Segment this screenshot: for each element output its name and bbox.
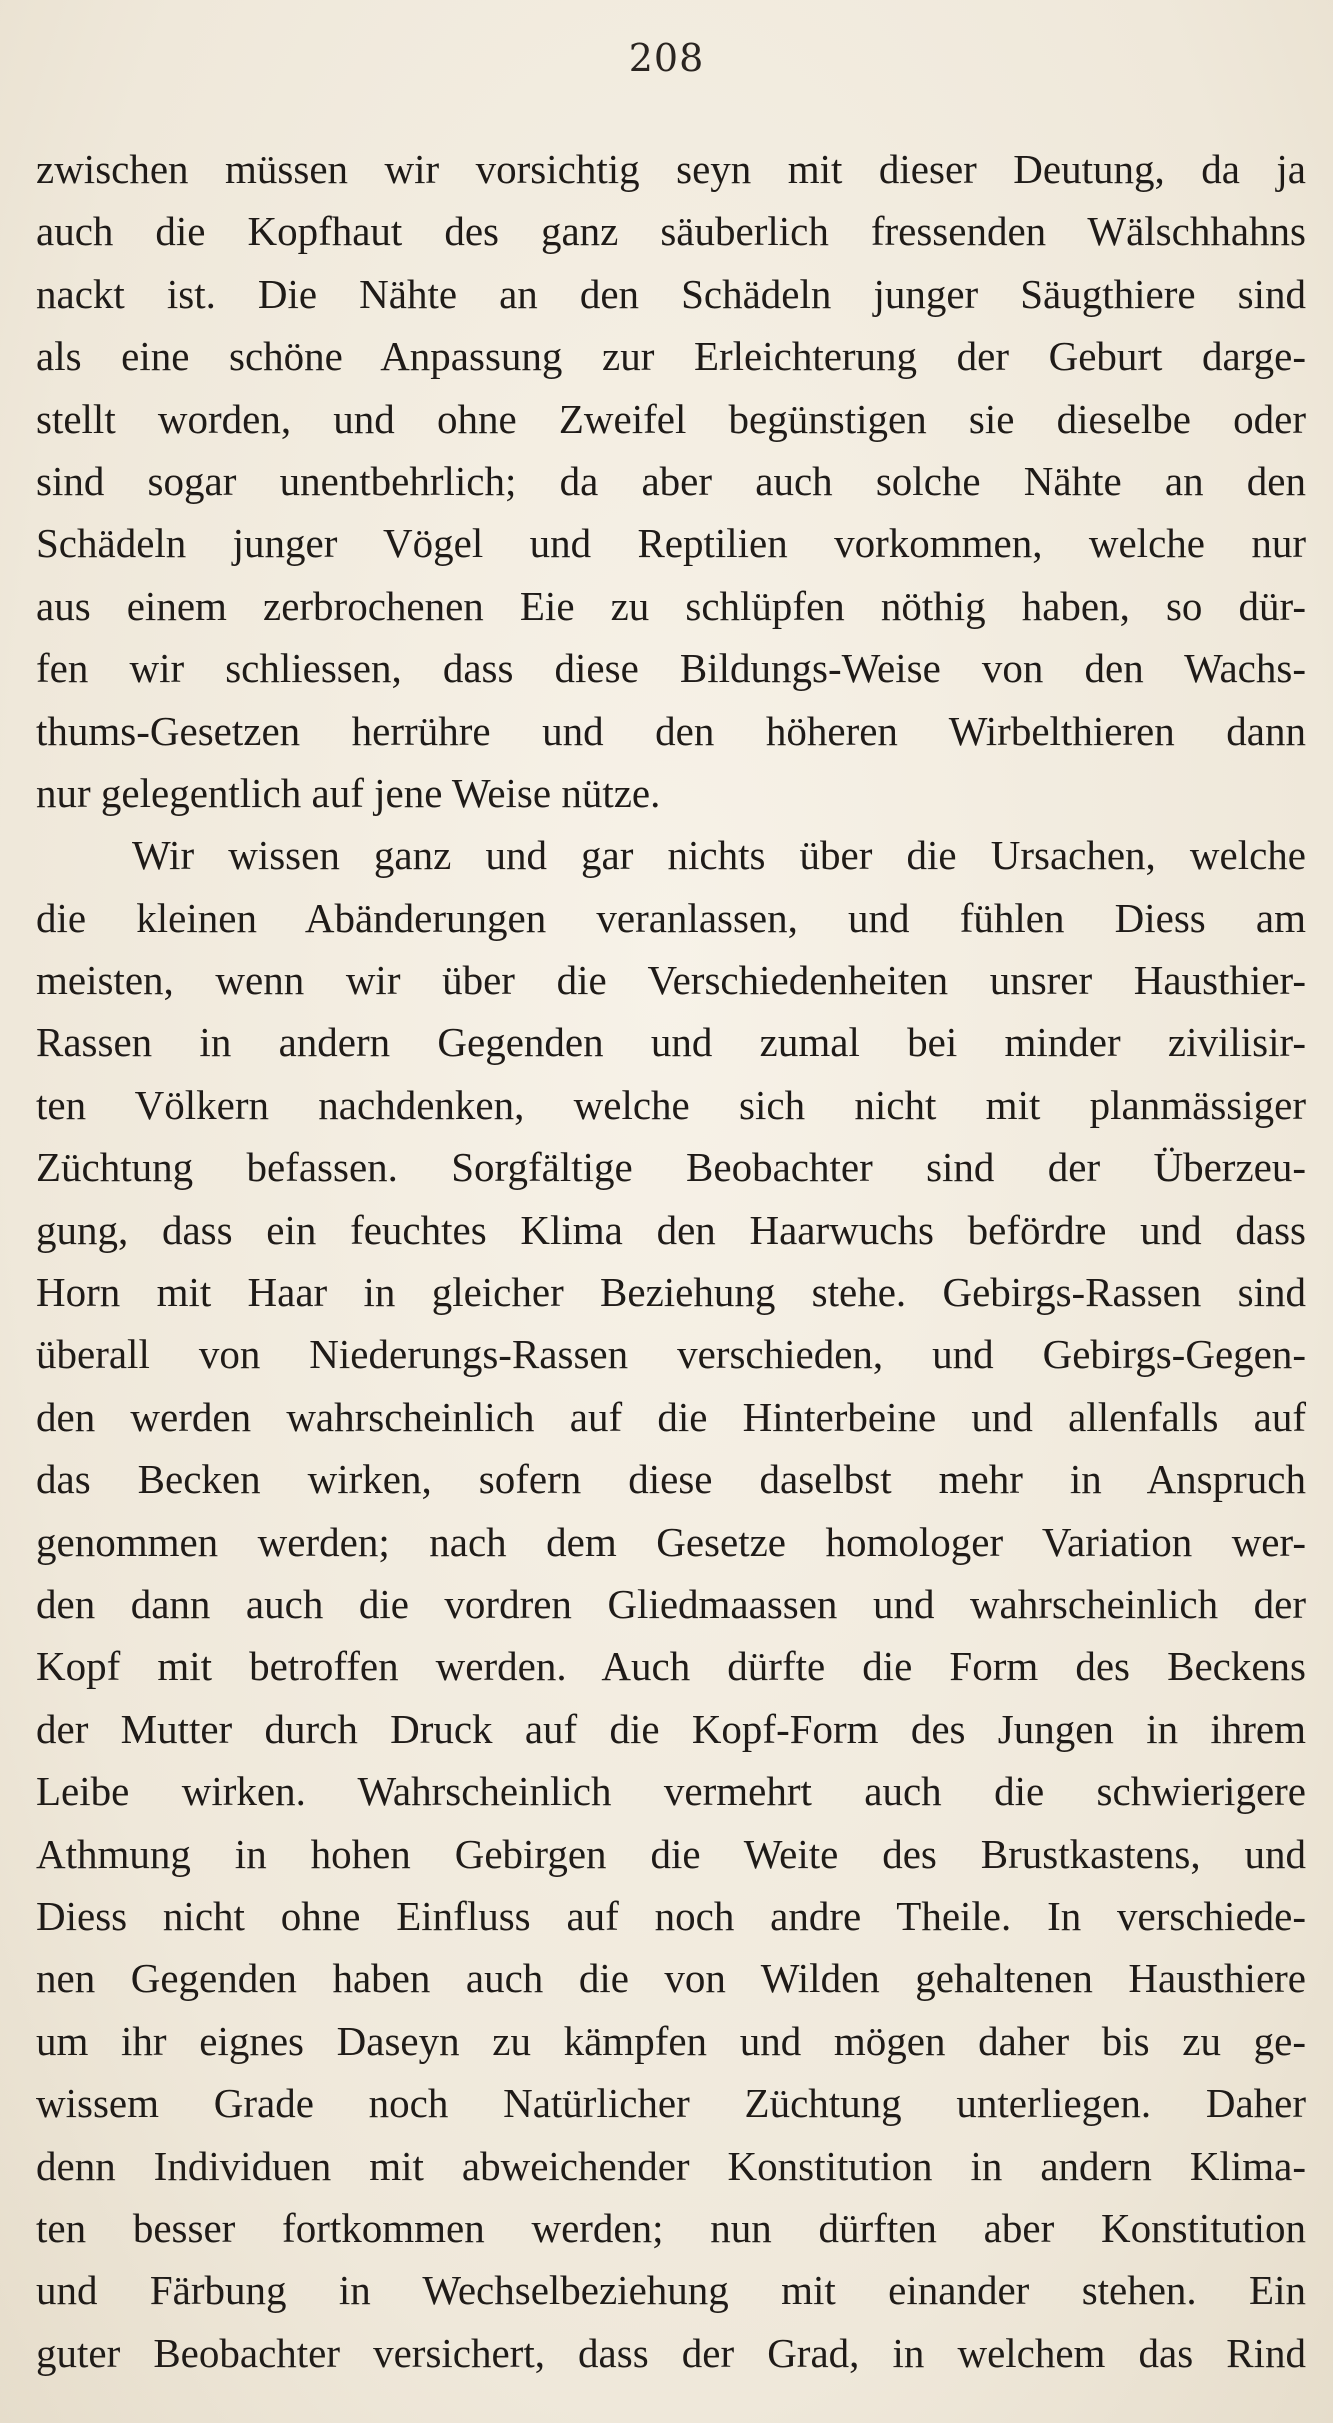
text-line: genommen werden; nach dem Gesetze homologer Variation wer- [36, 1518, 1306, 1565]
text-line: wissem Grade noch Natürlicher Züchtung unterliegen. Daher [36, 2080, 1306, 2127]
text-line: Rassen in andern Gegenden und zumal bei minder zivilisir- [36, 1019, 1306, 1066]
text-line: als eine schöne Anpassung zur Erleichterung der Geburt darge- [36, 333, 1306, 380]
text-line: fen wir schliessen, dass diese Bildungs-Weise von den Wachs- [36, 645, 1306, 692]
text-line: gung, dass ein feuchtes Klima den Haarwuchs befördre und dass [36, 1206, 1306, 1253]
text-line: das Becken wirken, sofern diese daselbst mehr in Anspruch [36, 1456, 1306, 1503]
text-line: nackt ist. Die Nähte an den Schädeln junger Säugthiere sind [36, 270, 1306, 317]
text-line: Schädeln junger Vögel und Reptilien vorkommen, welche nur [36, 520, 1306, 567]
body-text [36, 138, 1306, 2384]
text-line: aus einem zerbrochenen Eie zu schlüpfen nöthig haben, so dür- [36, 582, 1306, 629]
text-line: überall von Niederungs-Rassen verschieden, und Gebirgs-Gegen- [36, 1331, 1306, 1378]
text-line: die kleinen Abänderungen veranlassen, und fühlen Diess am [36, 894, 1306, 941]
text-line: ten besser fortkommen werden; nun dürften aber Konstitution [36, 2204, 1306, 2251]
text-line: sind sogar unentbehrlich; da aber auch solche Nähte an den [36, 457, 1306, 504]
text-line: nur gelegentlich auf jene Weise nütze. [36, 769, 661, 816]
paragraph [36, 138, 1306, 824]
text-line: Wir wissen ganz und gar nichts über die Ursachen, welche [132, 832, 1306, 879]
text-line: um ihr eignes Daseyn zu kämpfen und mögen daher bis zu ge- [36, 2017, 1306, 2064]
paragraph [36, 824, 1306, 2384]
text-line: der Mutter durch Druck auf die Kopf-Form des Jungen in ihrem [36, 1705, 1306, 1752]
text-line: meisten, wenn wir über die Verschiedenheiten unsrer Hausthier- [36, 957, 1306, 1004]
text-line: ten Völkern nachdenken, welche sich nicht mit planmässiger [36, 1081, 1306, 1128]
text-line: Horn mit Haar in gleicher Beziehung stehe. Gebirgs-Rassen sind [36, 1269, 1306, 1316]
text-line: Züchtung befassen. Sorgfältige Beobachter sind der Überzeu- [36, 1144, 1306, 1191]
text-line: auch die Kopfhaut des ganz säuberlich fressenden Wälschhahns [36, 208, 1306, 255]
text-line: den dann auch die vordren Gliedmaassen und wahrscheinlich der [36, 1580, 1306, 1627]
text-line: nen Gegenden haben auch die von Wilden gehaltenen Hausthiere [36, 1955, 1306, 2002]
text-line: zwischen müssen wir vorsichtig seyn mit dieser Deutung, da ja [36, 146, 1306, 192]
text-line: thums-Gesetzen herrühre und den höheren Wirbelthieren dann [36, 707, 1306, 754]
text-line: Kopf mit betroffen werden. Auch dürfte die Form des Beckens [36, 1643, 1306, 1690]
text-line: Athmung in hohen Gebirgen die Weite des Brustkastens, und [36, 1830, 1306, 1877]
text-line: guter Beobachter versichert, dass der Grad, in welchem das Rind [36, 2329, 1306, 2376]
text-line: Diess nicht ohne Einfluss auf noch andre Theile. In verschiede- [36, 1892, 1306, 1939]
text-line: stellt worden, und ohne Zweifel begünstigen sie dieselbe oder [36, 395, 1306, 442]
text-line: und Färbung in Wechselbeziehung mit einander stehen. Ein [36, 2267, 1306, 2314]
text-line: denn Individuen mit abweichender Konstitution in andern Klima- [36, 2142, 1306, 2189]
text-line: den werden wahrscheinlich auf die Hinterbeine und allenfalls auf [36, 1393, 1306, 1440]
page-number: 208 [628, 36, 705, 80]
text-line: Leibe wirken. Wahrscheinlich vermehrt auch die schwierigere [36, 1768, 1306, 1815]
